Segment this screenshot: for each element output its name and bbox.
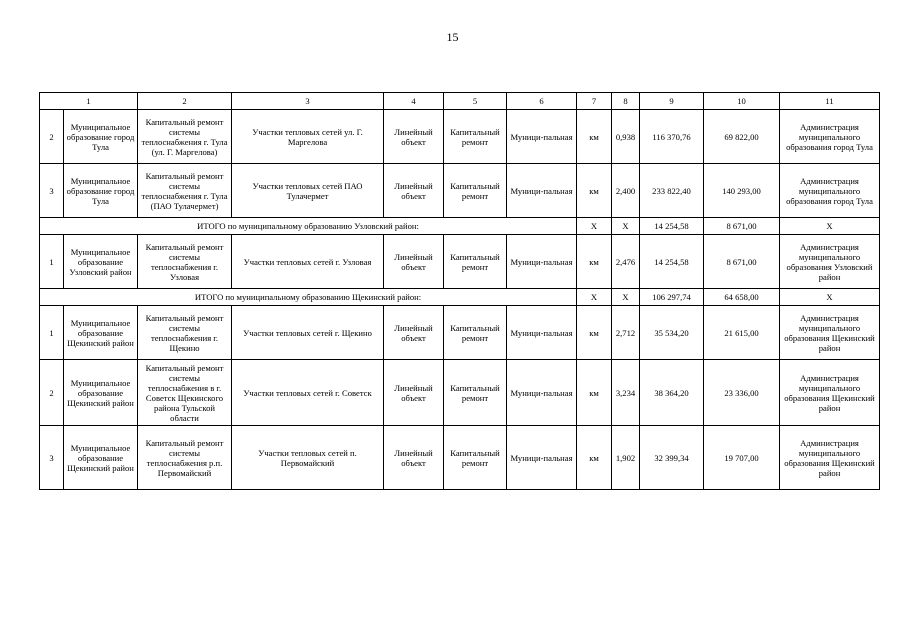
table-cell: 116 370,76	[640, 110, 704, 164]
table-cell: Администрация муниципального образования Щекинский район	[780, 360, 880, 426]
objects-table	[39, 92, 880, 490]
table-cell: 14 254,58	[640, 235, 704, 289]
header-cell: 9	[640, 93, 704, 110]
table-cell: Линейный объект	[384, 306, 444, 360]
table-cell: 32 399,34	[640, 426, 704, 490]
table-cell: Администрация муниципального образования Узловский район	[780, 235, 880, 289]
table-cell: 3,234	[612, 360, 640, 426]
header-cell: 8	[612, 93, 640, 110]
table-cell: Линейный объект	[384, 360, 444, 426]
table-cell: Линейный объект	[384, 235, 444, 289]
table-cell: Участки тепловых сетей г. Щекино	[232, 306, 384, 360]
table-cell: км	[577, 235, 612, 289]
summary-cell: 8 671,00	[704, 218, 780, 235]
summary-cell: Х	[612, 289, 640, 306]
table-cell: Администрация муниципального образования город Тула	[780, 110, 880, 164]
table-row	[40, 360, 880, 426]
table-cell: Капитальный ремонт системы теплоснабжения г. Тула (ПАО Тулачермет)	[138, 164, 232, 218]
table-cell: 38 364,20	[640, 360, 704, 426]
table-cell: Капитальный ремонт системы теплоснабжения р.п. Первомайский	[138, 426, 232, 490]
summary-cell: 64 658,00	[704, 289, 780, 306]
summary-cell: Х	[577, 218, 612, 235]
header-row	[40, 93, 880, 110]
table-cell: Линейный объект	[384, 426, 444, 490]
table-cell: Муниципальное образование город Тула	[64, 164, 138, 218]
table-cell: 1	[40, 235, 64, 289]
table-cell: Участки тепловых сетей г. Советск	[232, 360, 384, 426]
summary-label: ИТОГО по муниципальному образованию Узловский район:	[40, 218, 577, 235]
header-cell: 4	[384, 93, 444, 110]
table-cell: Участки тепловых сетей ул. Г. Маргелова	[232, 110, 384, 164]
table-cell: 8 671,00	[704, 235, 780, 289]
table-cell: 19 707,00	[704, 426, 780, 490]
table-cell: Капитальный ремонт системы теплоснабжения г. Тула (ул. Г. Маргелова)	[138, 110, 232, 164]
table-cell: 233 822,40	[640, 164, 704, 218]
table-cell: Капитальный ремонт	[444, 164, 507, 218]
table-cell: 1,902	[612, 426, 640, 490]
table-cell: Муници-пальная	[507, 164, 577, 218]
table-cell: Муници-пальная	[507, 306, 577, 360]
summary-label: ИТОГО по муниципальному образованию Щекинский район:	[40, 289, 577, 306]
summary-row	[40, 218, 880, 235]
table-cell: Муници-пальная	[507, 110, 577, 164]
table-row	[40, 426, 880, 490]
table-cell: 2,712	[612, 306, 640, 360]
table-cell: Муници-пальная	[507, 360, 577, 426]
header-cell: 5	[444, 93, 507, 110]
header-cell: 2	[138, 93, 232, 110]
table-cell: км	[577, 164, 612, 218]
table-cell: Муниципальное образование Узловский район	[64, 235, 138, 289]
table-cell: км	[577, 110, 612, 164]
table-row	[40, 110, 880, 164]
table-cell: 140 293,00	[704, 164, 780, 218]
summary-cell: 14 254,58	[640, 218, 704, 235]
table-cell: Капитальный ремонт системы теплоснабжения г. Щекино	[138, 306, 232, 360]
summary-cell: 106 297,74	[640, 289, 704, 306]
table-row	[40, 164, 880, 218]
table-row	[40, 306, 880, 360]
table-cell: 21 615,00	[704, 306, 780, 360]
table-cell: Муниципальное образование Щекинский район	[64, 306, 138, 360]
table-cell: 3	[40, 426, 64, 490]
table-cell: 1	[40, 306, 64, 360]
table-cell: Администрация муниципального образования Щекинский район	[780, 426, 880, 490]
table-cell: 2	[40, 360, 64, 426]
table-cell: 35 534,20	[640, 306, 704, 360]
summary-cell: Х	[780, 289, 880, 306]
header-cell: 6	[507, 93, 577, 110]
table-cell: Муниципальное образование город Тула	[64, 110, 138, 164]
header-cell: 1	[40, 93, 138, 110]
table-cell: Капитальный ремонт	[444, 426, 507, 490]
table-cell: Участки тепловых сетей ПАО Тулачермет	[232, 164, 384, 218]
summary-cell: Х	[612, 218, 640, 235]
table-cell: Муници-пальная	[507, 426, 577, 490]
table-cell: Администрация муниципального образования Щекинский район	[780, 306, 880, 360]
table-cell: 3	[40, 164, 64, 218]
table-cell: 23 336,00	[704, 360, 780, 426]
table-cell: 69 822,00	[704, 110, 780, 164]
table-cell: 2,476	[612, 235, 640, 289]
table-cell: км	[577, 360, 612, 426]
page-number: 15	[446, 30, 459, 44]
header-cell: 7	[577, 93, 612, 110]
header-cell: 11	[780, 93, 880, 110]
summary-row	[40, 289, 880, 306]
header-cell: 10	[704, 93, 780, 110]
table-cell: км	[577, 426, 612, 490]
table-cell: Капитальный ремонт	[444, 235, 507, 289]
summary-cell: Х	[577, 289, 612, 306]
table-cell: Администрация муниципального образования город Тула	[780, 164, 880, 218]
table-cell: Муници-пальная	[507, 235, 577, 289]
header-cell: 3	[232, 93, 384, 110]
summary-cell: Х	[780, 218, 880, 235]
table-cell: Капитальный ремонт системы теплоснабжения в г. Советск Щекинского района Тульской области	[138, 360, 232, 426]
table-cell: Линейный объект	[384, 164, 444, 218]
table-cell: Участки тепловых сетей г. Узловая	[232, 235, 384, 289]
table-cell: Капитальный ремонт	[444, 360, 507, 426]
table-row	[40, 235, 880, 289]
table-cell: Муниципальное образование Щекинский район	[64, 426, 138, 490]
table-cell: Капитальный ремонт	[444, 306, 507, 360]
table-cell: Капитальный ремонт	[444, 110, 507, 164]
table-cell: 2,400	[612, 164, 640, 218]
table-cell: Капитальный ремонт системы теплоснабжения г. Узловая	[138, 235, 232, 289]
table-cell: Линейный объект	[384, 110, 444, 164]
table-cell: 2	[40, 110, 64, 164]
table-cell: Муниципальное образование Щекинский район	[64, 360, 138, 426]
table-cell: км	[577, 306, 612, 360]
table-cell: 0,938	[612, 110, 640, 164]
table-cell: Участки тепловых сетей п. Первомайский	[232, 426, 384, 490]
